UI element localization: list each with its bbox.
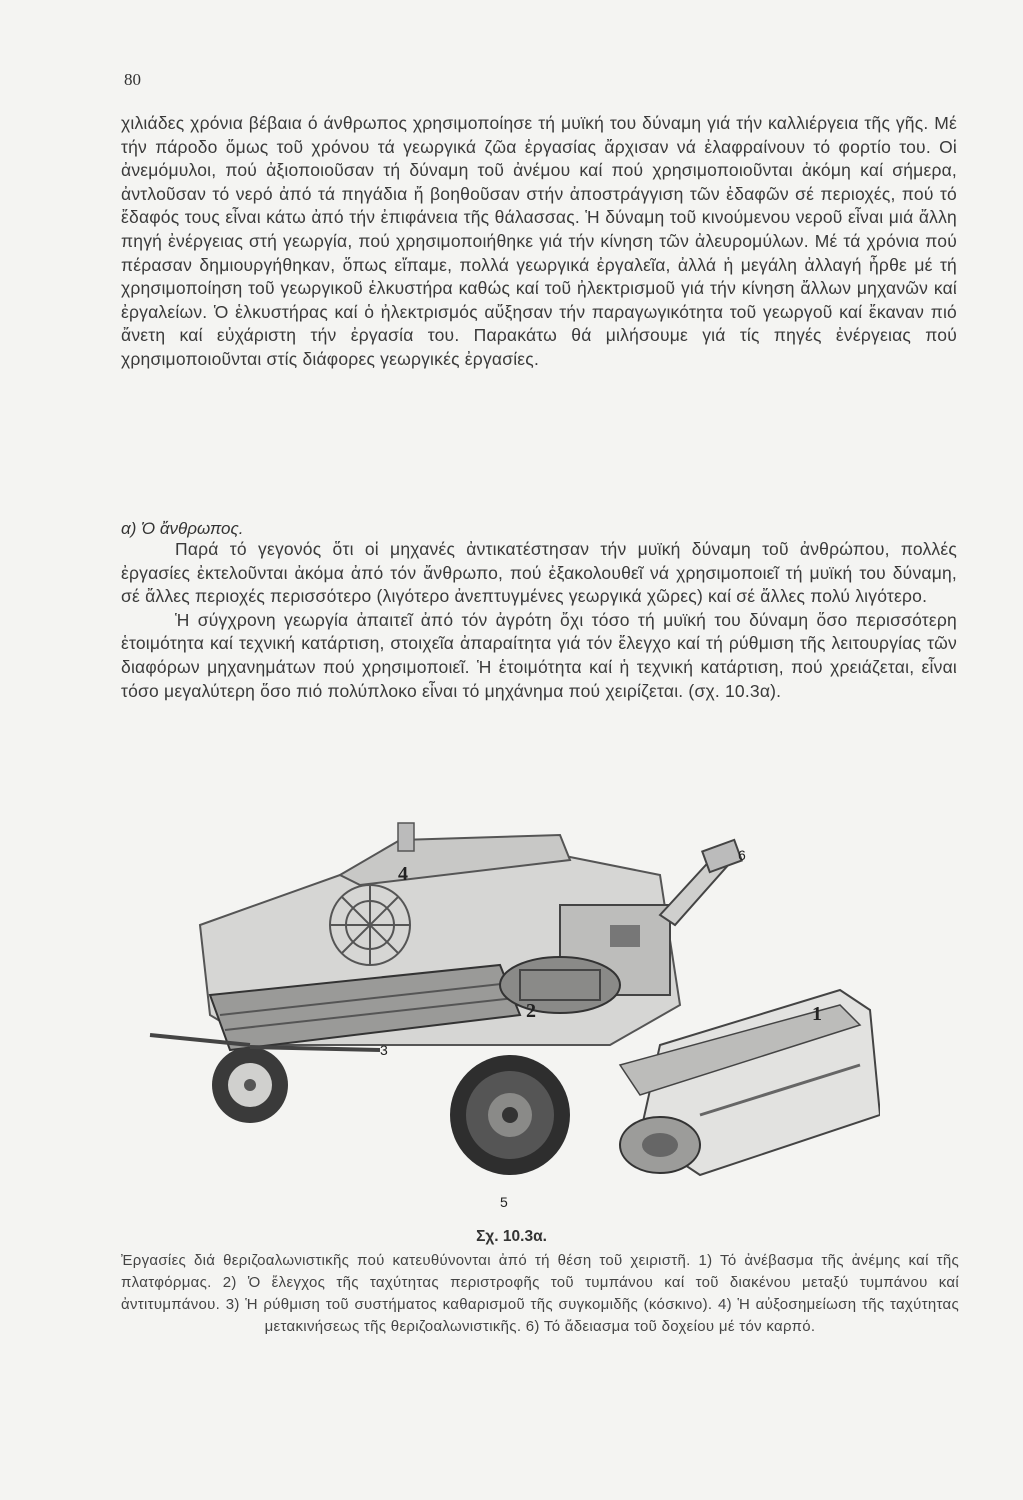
figure-caption-text: Ἐργασίες διά θεριζοαλωνιστικῆς πού κατευθύνονται ἀπό τή θέση τοῦ χειριστῆ. 1) Τό ἀνέβασμα τῆς ἀνέμης καί τῆς πλατφόρμας. 2) Ὁ ἔλεγχος τῆς ταχύτητας περιστροφῆς τοῦ τυμπάνου καί τοῦ διακένου μεταξύ τυμπάνου καί ἀντιτυμπάνου. 3) Ἡ ρύθμιση τοῦ συστήματος καθαρισμοῦ τῆς συγκομιδῆς (κόσκινο). 4) Ἡ αὐξοσημείωση τῆς ταχύτητας μετακινήσεως τῆς θεριζοαλωνιστικῆς. 6) Τό ἄδειασμα τοῦ δοχείου μέ τόν καρπό. [121, 1252, 959, 1335]
body-text-block-2 [121, 538, 957, 703]
paragraph-1: χιλιάδες χρόνια βέβαια ό άνθρωπος χρησιμοποίησε τή μυϊκή του δύναμη γιά τήν καλλιέργεια τῆς γῆς. Μέ τήν πάροδο ὅμως τοῦ χρόνου τά γεωργικά ζῶα ἐργασίας ἄρχισαν νά ἐλαφραίνουν τό φορτίο του. Οἱ ἀνεμόμυλοι, πού ἀξιοποιοῦσαν τή δύναμη τοῦ ἀνέμου καί πού χρησιμοποιοῦνται ἀκόμη καί σήμερα, ἀντλοῦσαν τό νερό ἀπό τά πηγάδια ἤ βοηθοῦσαν στήν ἀποστράγγιση τῶν ἐδαφῶν σέ περιοχές, πού τό ἔδαφός τους εἶναι κάτω ἀπό τήν ἐπιφάνεια τῆς θάλασσας. Ἡ δύναμη τοῦ κινούμενου νεροῦ εἶναι μιά ἄλλη πηγή ἐνέργειας στή γεωργία, πού χρησιμοποιήθηκε γιά τήν κίνηση τῶν ἀλευρομύλων. Μέ τά χρόνια πού πέρασαν δημιουργήθηκαν, ὅπως εἴπαμε, πολλά γεωργικά ἐργαλεῖα, ἀλλά ἡ μεγάλη ἀλλαγή ἦρθε μέ τή χρησιμοποίηση τοῦ γεωργικοῦ ἑλκυστήρα καθώς καί τοῦ ἠλεκτρισμοῦ γιά τήν κίνηση ἄλλων μηχανῶν καί ἐργαλείων. Ὁ ἑλκυστήρας καί ὁ ἠλεκτρισμός αὔξησαν τήν παραγωγικότητα τοῦ γεωργοῦ καί ἔκαναν πιό ἄνετη καί εὐχάριστη τήν ἐργασία του. Παρακάτω θά μιλήσουμε γιά τίς πηγές ἐνέργειας πού χρησιμοποιοῦνται στίς διάφορες γεωργικές ἐργασίες. [121, 113, 957, 369]
front-drive-wheel [450, 1055, 570, 1175]
threshing-drum [500, 957, 620, 1013]
rear-wheel [150, 1035, 380, 1123]
figure-caption-title: Σχ. 10.3α. [476, 1228, 547, 1245]
paragraph-3: Ἡ σύγχρονη γεωργία ἀπαιτεῖ ἀπό τόν ἀγρότη ὄχι τόσο τή μυϊκή του δύναμη ὅσο περισσότερη ἑτοιμότητα καί τεχνική κατάρτιση, στοιχεῖα ἀπαραίτητα γιά τόν ἔλεγχο καί τή ρύθμιση τῆς λειτουργίας τῶν διαφόρων μηχανημάτων πού χρησιμοποιεῖ. Ἡ ἑτοιμότητα καί ἡ τεχνική κατάρτιση, πού χρειάζεται, εἶναι τόσο μεγαλύτερη ὅσο πιό πολύπλοκο εἶναι τό μηχάνημα πού χειρίζεται. (σχ. 10.3α). [121, 609, 957, 701]
figure-label-5: 5 [500, 1194, 508, 1210]
figure-label-4: 4 [398, 863, 408, 885]
unloading-auger [660, 840, 742, 925]
section-heading: α) Ὁ ἄνθρωπος. [121, 519, 244, 538]
figure-label-1: 1 [812, 1003, 822, 1025]
figure-label-6: 6 [738, 847, 746, 863]
combine-harvester-illustration [140, 815, 880, 1210]
figure-caption [121, 1250, 959, 1338]
figure-label-2: 2 [526, 1000, 536, 1022]
page-number: 80 [124, 70, 141, 89]
beater-reel [330, 885, 410, 965]
body-text-block-1 [121, 112, 957, 372]
figure-label-3: 3 [380, 1042, 388, 1058]
paragraph-2: Παρά τό γεγονός ὅτι οἱ μηχανές ἀντικατέστησαν τήν μυϊκή δύναμη τοῦ ἀνθρώπου, πολλές ἐργασίες ἐκτελοῦνται ἀκόμα ἀπό τόν ἄνθρωπο, πού ἐξακολουθεῖ νά χρησιμοποιεῖ τή μυϊκή του δύναμη, σέ ἄλλες περιοχές περισσότερο (λιγότερο ἀνεπτυγμένες γεωργικά χῶρες) καί σέ ἄλλες πολύ λιγότερο. [121, 539, 957, 607]
